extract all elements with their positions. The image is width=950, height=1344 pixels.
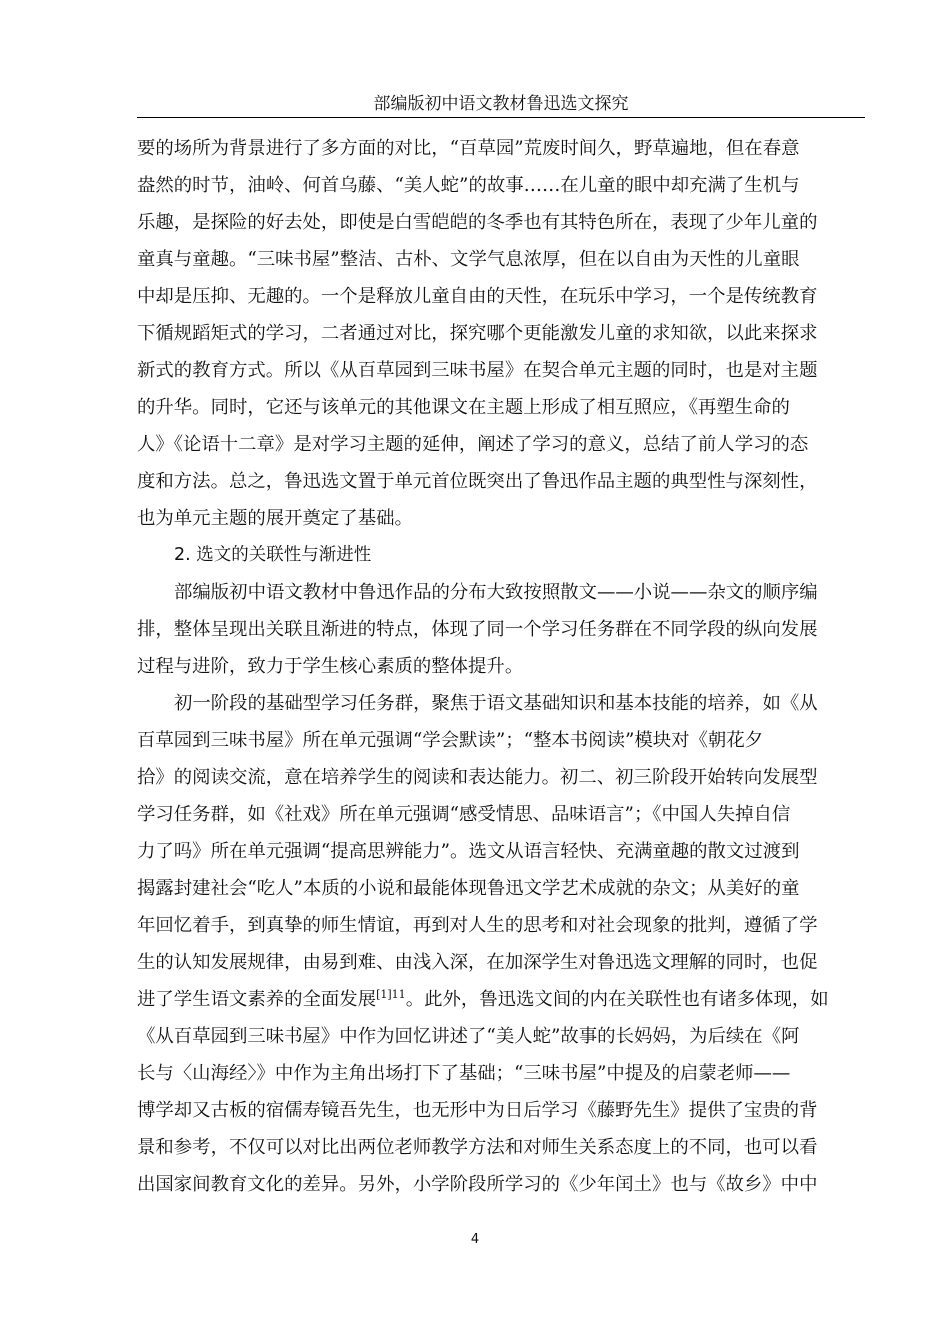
text-line: 揭露封建社会“吃人”本质的小说和最能体现鲁迅文学艺术成就的杂文；从美好的童 xyxy=(137,878,800,899)
text-line: 过程与进阶，致力于学生核心素质的整体提升。 xyxy=(137,656,524,677)
text-line: 学习任务群，如《社戏》所在单元强调“感受情思、品味语言”；《中国人失掉自信 xyxy=(137,804,791,825)
running-header: 部编版初中语文教材鲁迅选文探究 xyxy=(373,94,629,114)
text-line: 长与〈山海经〉》中作为主角出场打下了基础；“三味书屋”中提及的启蒙老师—— xyxy=(137,1063,791,1084)
text-line: 拾》的阅读交流，意在培养学生的阅读和表达能力。初二、初三阶段开始转向发展型 xyxy=(137,767,818,788)
text-line: 中却是压抑、无趣的。一个是释放儿童自由的天性，在玩乐中学习，一个是传统教育 xyxy=(137,286,818,307)
section-heading: 2. 选文的关联性与渐进性 xyxy=(174,545,372,565)
text-line: 要的场所为背景进行了多方面的对比，“百草园”荒废时间久，野草遍地，但在春意 xyxy=(137,138,800,159)
text-line: 博学却又古板的宿儒寿镜吾先生，也无形中为日后学习《藤野先生》提供了宝贵的背 xyxy=(137,1100,818,1121)
text-line: 盎然的时节，油岭、何首乌藤、“美人蛇”的故事……在儿童的眼中却充满了生机与 xyxy=(137,175,800,196)
text-line: 生的认知发展规律，由易到难、由浅入深，在加深学生对鲁迅选文理解的同时，也促 xyxy=(137,952,818,973)
text-line: 出国家间教育文化的差异。另外，小学阶段所学习的《少年闰土》也与《故乡》中中 xyxy=(137,1174,818,1195)
text-line: 力了吗》所在单元强调“提高思辨能力”。选文从语言轻快、充满童趣的散文过渡到 xyxy=(137,841,800,862)
text-line: 部编版初中语文教材中鲁迅作品的分布大致按照散文——小说——杂文的顺序编 xyxy=(174,582,818,603)
text-line: 的升华。同时，它还与该单元的其他课文在主题上形成了相互照应，《再塑生命的 xyxy=(137,397,790,418)
text-line: 景和参考，不仅可以对比出两位老师教学方法和对师生关系态度上的不同，也可以看 xyxy=(137,1137,818,1158)
text-line: 下循规蹈矩式的学习，二者通过对比，探究哪个更能激发儿童的求知欲，以此来探求 xyxy=(137,323,818,344)
text-fragment: 。此外，鲁迅选文间的内在关联性也有诸多体现，如 xyxy=(405,989,829,1010)
text-line: 年回忆着手，到真挚的师生情谊，再到对人生的思考和对社会现象的批判，遵循了学 xyxy=(137,915,818,936)
header-divider xyxy=(137,117,865,118)
text-line: 百草园到三味书屋》所在单元强调“学会默读”；“整本书阅读”模块对《朝花夕 xyxy=(137,730,764,751)
text-line: 度和方法。总之，鲁迅选文置于单元首位既突出了鲁迅作品主题的典型性与深刻性， xyxy=(137,471,818,492)
text-line: 新式的教育方式。所以《从百草园到三味书屋》在契合单元主题的同时，也是对主题 xyxy=(137,360,818,381)
page-number: 4 xyxy=(470,1232,480,1247)
text-line: 《从百草园到三味书屋》中作为回忆讲述了“美人蛇”故事的长妈妈，为后续在《阿 xyxy=(137,1026,800,1047)
text-line: 乐趣，是探险的好去处，即使是白雪皑皑的冬季也有其特色所在，表现了少年儿童的 xyxy=(137,212,818,233)
text-line: 排，整体呈现出关联且渐进的特点，体现了同一个学习任务群在不同学段的纵向发展 xyxy=(137,619,818,640)
citation-mark: [1]11 xyxy=(376,988,406,1001)
text-fragment: 进了学生语文素养的全面发展 xyxy=(137,989,377,1010)
text-line: 人》《论语十二章》是对学习主题的延伸，阐述了学习的意义，总结了前人学习的态 xyxy=(137,434,809,455)
text-line: 童真与童趣。“三味书屋”整洁、古朴、文学气息浓厚，但在以自由为天性的儿童眼 xyxy=(137,249,800,270)
text-line-with-citation xyxy=(137,981,861,1018)
body-text xyxy=(137,130,861,1203)
text-line: 初一阶段的基础型学习任务群，聚焦于语文基础知识和基本技能的培养，如《从 xyxy=(174,693,818,714)
text-line: 也为单元主题的展开奠定了基础。 xyxy=(137,508,413,529)
